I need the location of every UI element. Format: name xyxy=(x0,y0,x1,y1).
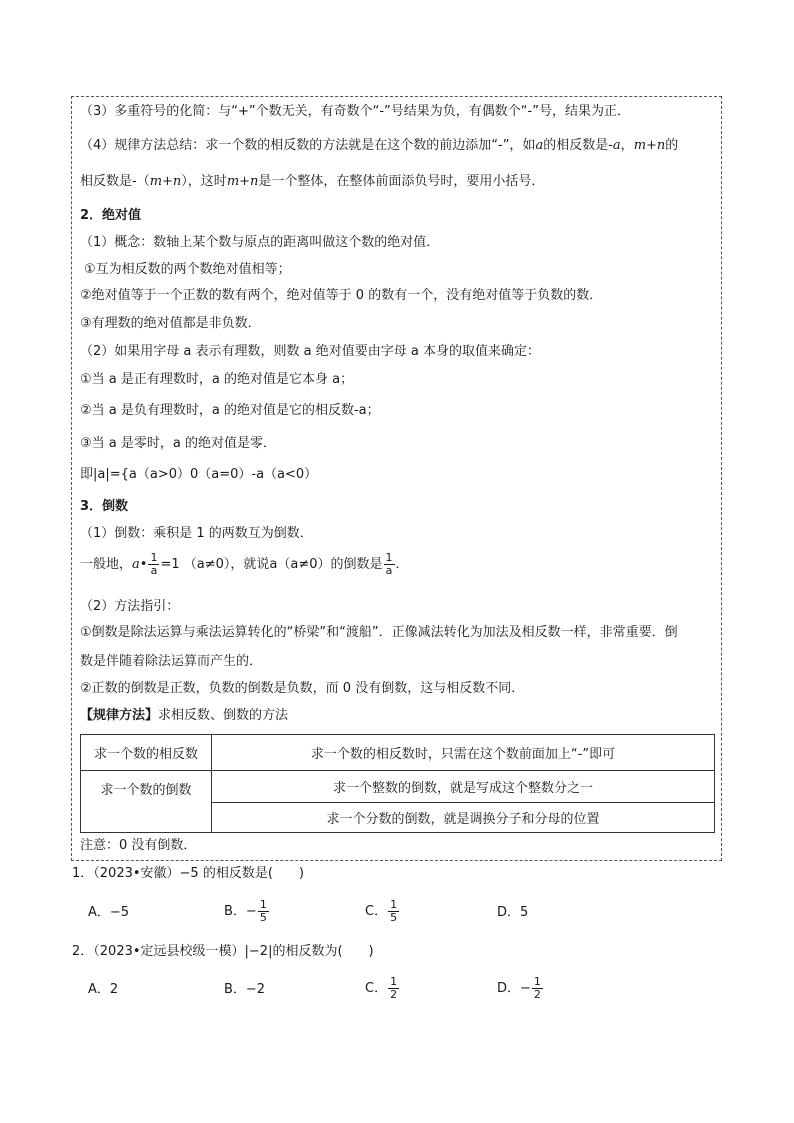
multiply-dot: • xyxy=(139,557,148,572)
fraction-denominator: 2 xyxy=(533,988,541,1001)
var-mn: m+n xyxy=(226,174,259,189)
fraction-denominator: 2 xyxy=(390,988,398,1001)
var-a: a xyxy=(132,557,140,572)
method-guide-item-2: ②正数的倒数是正数，负数的倒数是负数，而 0 没有倒数，这与相反数不同． xyxy=(80,681,525,696)
question-1-stem: 1．（2023•安徽）−5 的相反数是( ) xyxy=(72,866,304,881)
var-a: a xyxy=(535,138,544,153)
abs-rule-intro: （2）如果用字母 a 表示有理数，则数 a 绝对值要由字母 a 本身的取值来确定： xyxy=(80,344,540,359)
fraction-denominator: 5 xyxy=(390,911,398,924)
note: 注意：0 没有倒数． xyxy=(80,838,197,853)
table-row xyxy=(81,771,715,803)
question-1-option-c[interactable] xyxy=(365,898,400,926)
fraction-numerator: 1 xyxy=(390,898,398,911)
var-mn: m+n xyxy=(633,138,666,153)
abs-concept-item-1: ①互为相反数的两个数绝对值相等； xyxy=(84,262,291,277)
method-table xyxy=(80,734,715,833)
method-guide-item-1: ①倒数是除法运算与乘法运算转化的“桥梁”和“渡船”．正像减法转化为加法及相反数一样，非常重要．倒 xyxy=(80,625,678,640)
reciprocal-general-part: a（a≠0）的倒数是 xyxy=(269,557,383,572)
abs-rule-item-1: ①当 a 是正有理数时，a 的绝对值是它本身 a； xyxy=(80,372,354,387)
fraction-denominator: a xyxy=(385,564,393,577)
point-4-part: 的相反数是- xyxy=(543,138,613,153)
var-mn: m+n xyxy=(149,174,182,189)
fraction-denominator: a xyxy=(150,564,158,577)
option-label: C． xyxy=(365,981,388,996)
fraction-numerator: 1 xyxy=(533,975,541,988)
option-label: C． xyxy=(365,904,388,919)
abs-rule-item-2: ②当 a 是负有理数时，a 的绝对值是它的相反数-a； xyxy=(80,403,380,418)
section-heading-absolute-value: 2．绝对值 xyxy=(80,208,142,223)
point-4-part: 是一个整体，在整体前面添负号时，要用小括号． xyxy=(258,174,545,189)
reciprocal-general-part: =1 （a≠0），就说 xyxy=(160,557,270,572)
abs-concept-item-2: ②绝对值等于一个正数的数有两个，绝对值等于 0 的数有一个，没有绝对值等于负数的数． xyxy=(80,288,603,303)
question-2-option-b[interactable]: B．−2 xyxy=(224,982,266,997)
rule-method-text: 求相反数、倒数的方法 xyxy=(158,708,289,723)
fraction-numerator: 1 xyxy=(259,898,267,911)
question-1-option-b[interactable] xyxy=(224,898,270,926)
abs-formula: 即|a|={a（a>0）0（a=0）-a（a<0） xyxy=(80,467,318,482)
table-row xyxy=(81,735,715,771)
section-heading-reciprocal: 3．倒数 xyxy=(80,499,129,514)
point-3-text: （3）多重符号的化简：与“+”个数无关，有奇数个“-”号结果为负，有偶数个“-”号，结果为正． xyxy=(80,104,630,119)
reciprocal-general xyxy=(80,552,409,577)
fraction-numerator: 1 xyxy=(150,551,158,564)
point-4-text xyxy=(80,138,678,154)
fraction xyxy=(388,899,399,924)
fraction-denominator: 5 xyxy=(259,911,267,924)
abs-concept: （1）概念：数轴上某个数与原点的距离叫做这个数的绝对值． xyxy=(80,235,440,250)
fraction-1-over-a xyxy=(148,552,159,577)
fraction xyxy=(532,976,543,1001)
abs-concept-item-3: ③有理数的绝对值都是非负数． xyxy=(80,316,261,331)
table-cell: 求一个数的倒数 xyxy=(81,771,212,833)
fraction-1-over-a xyxy=(384,552,395,577)
question-2-stem: 2．（2023•定远县校级一模）|−2|的相反数为( ) xyxy=(72,944,374,959)
point-4-part: （4）规律方法总结：求一个数的相反数的方法就是在这个数的前边添加“-”，如 xyxy=(80,138,536,153)
table-cell: 求一个数的相反数 xyxy=(81,735,212,771)
fraction xyxy=(388,976,399,1001)
option-label: B． xyxy=(224,904,246,919)
minus-sign: − xyxy=(245,904,257,919)
point-4-part: ， xyxy=(620,138,634,153)
fraction xyxy=(258,899,269,924)
fraction-numerator: 1 xyxy=(390,975,398,988)
fraction-numerator: 1 xyxy=(385,551,393,564)
table-cell: 求一个分数的倒数，就是调换分子和分母的位置 xyxy=(212,803,715,833)
question-1-option-a[interactable]: A．−5 xyxy=(88,905,130,920)
point-4-part: ），这时 xyxy=(181,174,227,189)
rule-method-title xyxy=(80,708,288,724)
method-guide: （2）方法指引： xyxy=(80,599,180,614)
reciprocal-definition: （1）倒数：乘积是 1 的两数互为倒数． xyxy=(80,526,313,541)
point-4-part: 相反数是-（ xyxy=(80,174,150,189)
point-4-text-line2 xyxy=(80,174,544,190)
question-2-option-a[interactable]: A．2 xyxy=(88,982,119,997)
reciprocal-general-part: ． xyxy=(395,557,409,572)
option-label: D． xyxy=(497,981,521,996)
reciprocal-general-part: 一般地， xyxy=(80,557,133,572)
question-1-option-d[interactable]: D．5 xyxy=(497,905,529,920)
question-2-option-c[interactable] xyxy=(365,975,400,1003)
method-guide-item-1-cont: 数是伴随着除法运算而产生的． xyxy=(80,654,263,669)
question-2-option-d[interactable] xyxy=(497,975,544,1003)
point-4-part: 的 xyxy=(665,138,679,153)
var-a: a xyxy=(612,138,621,153)
abs-rule-item-3: ③当 a 是零时，a 的绝对值是零． xyxy=(80,436,276,451)
table-cell: 求一个数的相反数时，只需在这个数前面加上“-”即可 xyxy=(212,735,715,771)
table-cell: 求一个整数的倒数，就是写成这个整数分之一 xyxy=(212,771,715,803)
minus-sign: − xyxy=(520,981,531,996)
rule-method-bracket: 【规律方法】 xyxy=(80,708,159,723)
